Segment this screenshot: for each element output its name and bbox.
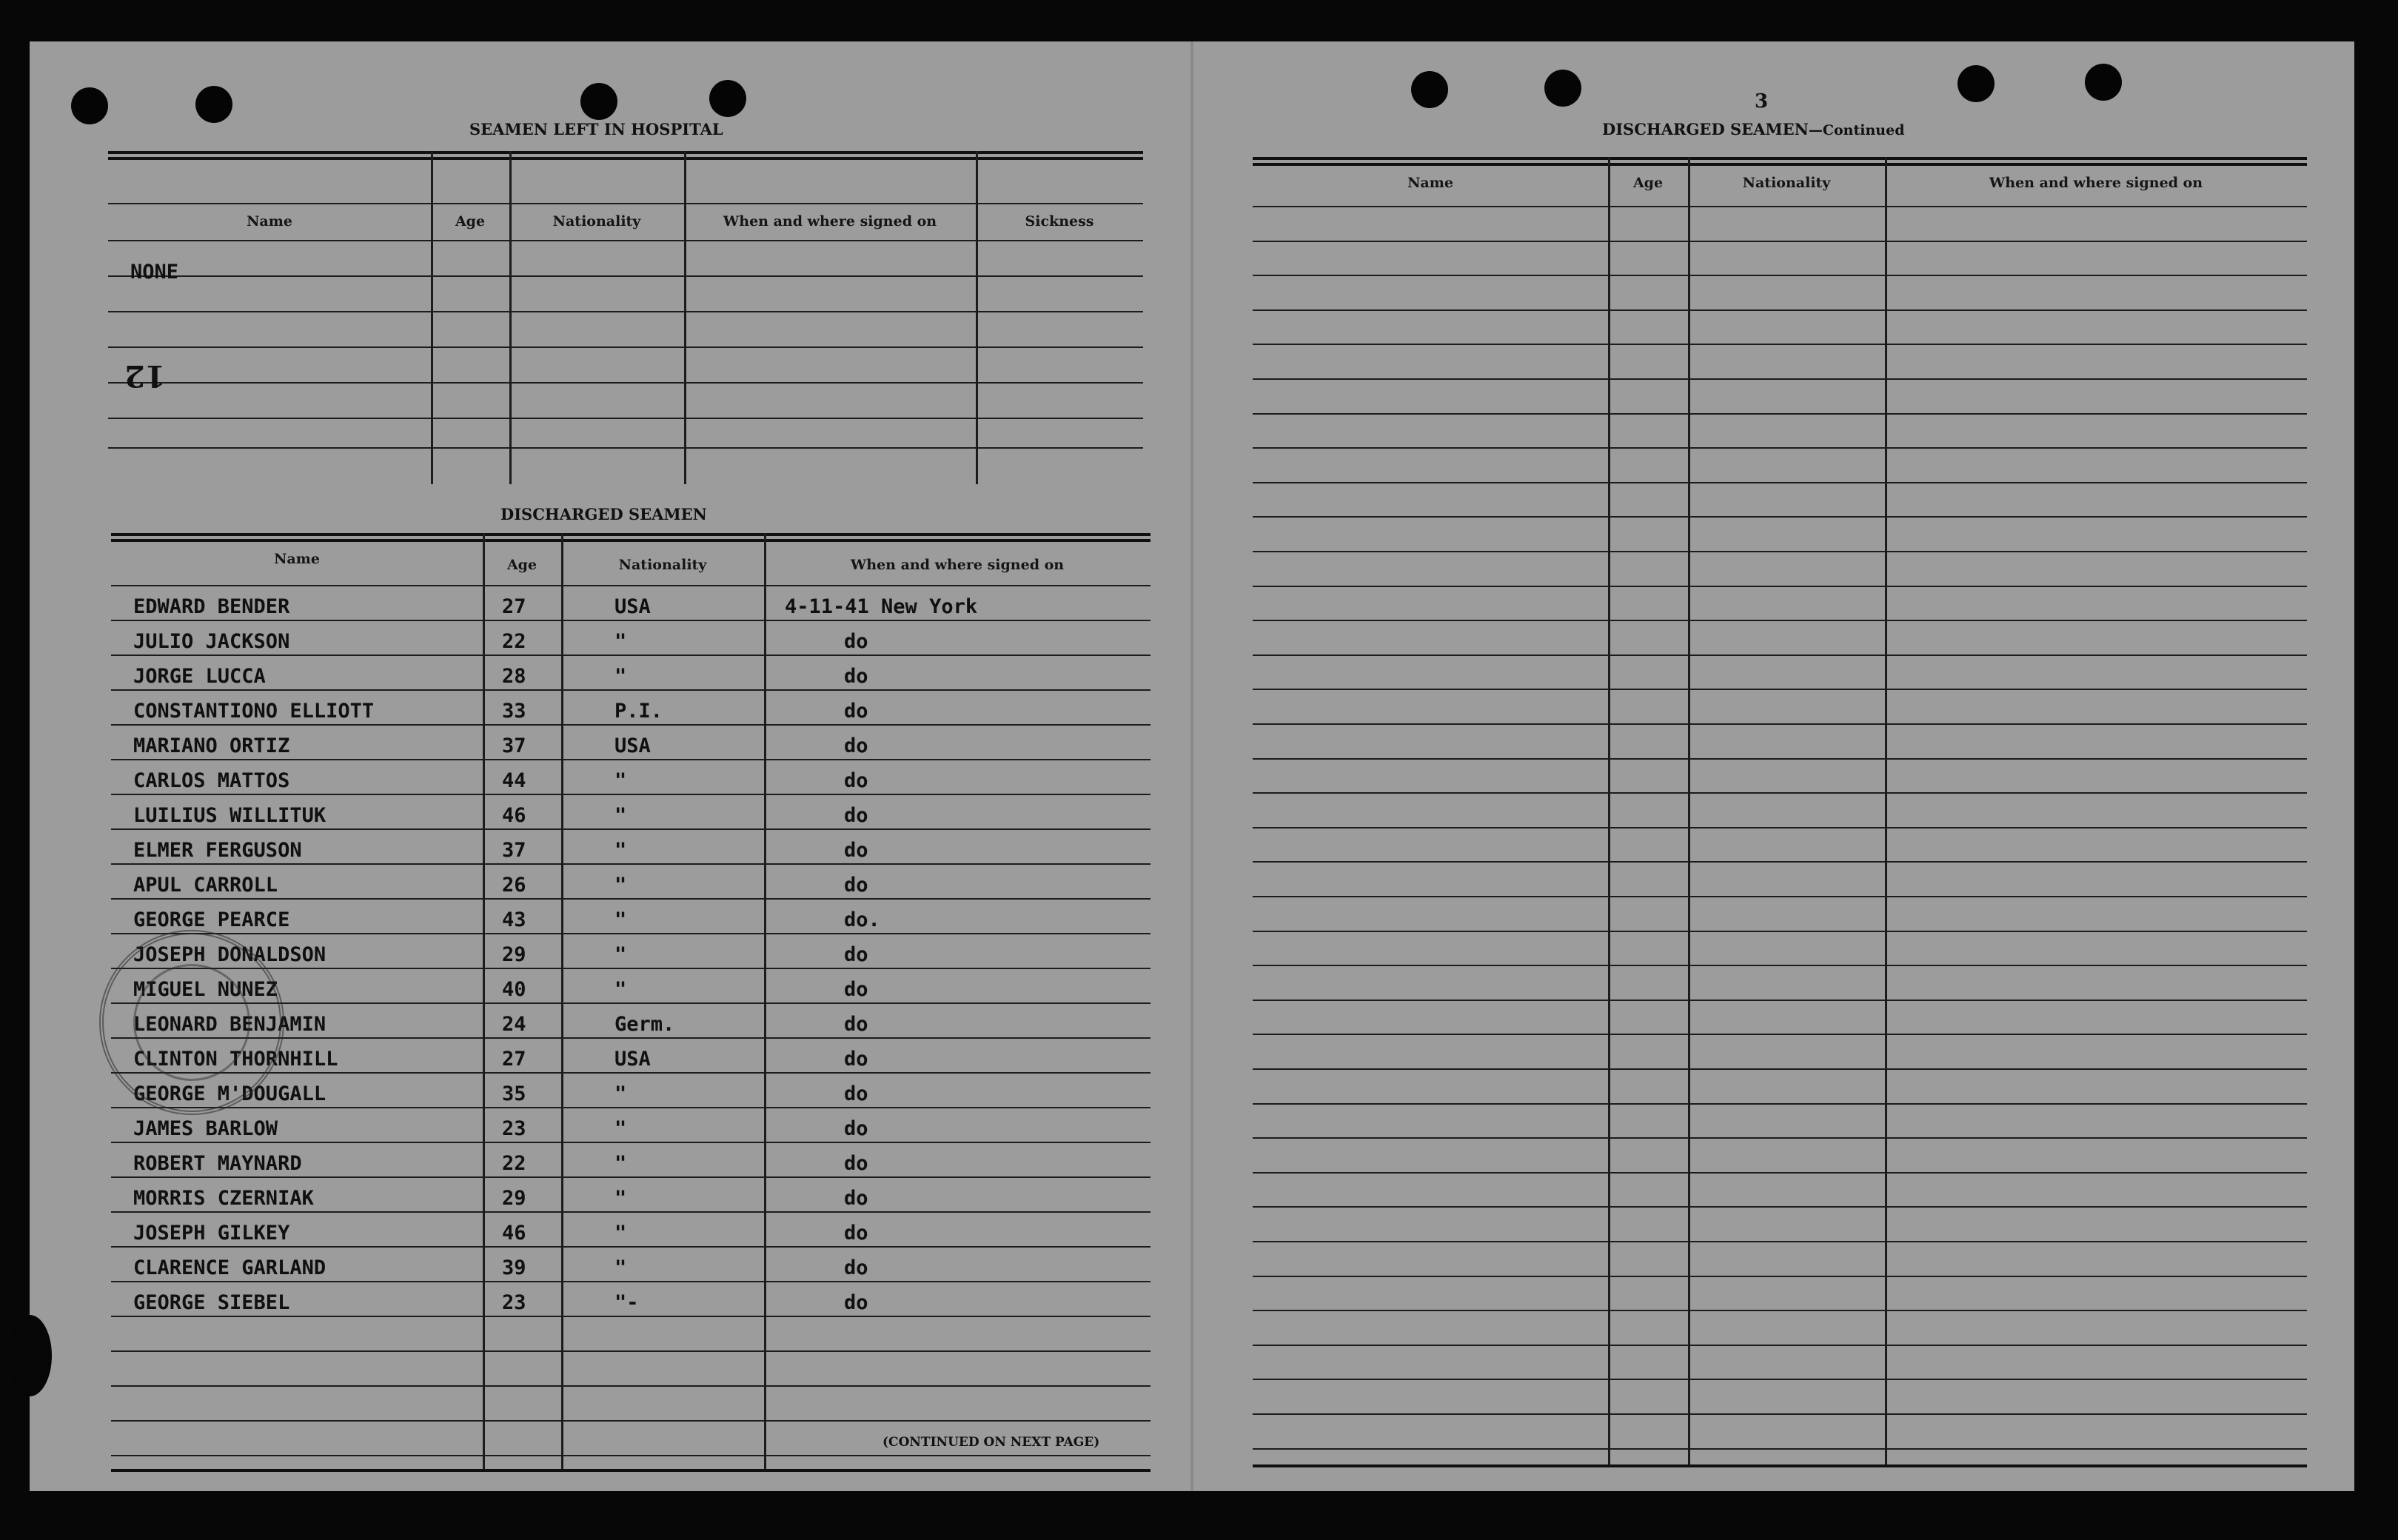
punch-hole [71,87,108,124]
seaman-nationality: " [614,839,627,862]
seaman-name: CONSTANTIONO ELLIOTT [133,700,375,723]
continued-title-suffix: —Continued [1808,122,1905,138]
seaman-age: 22 [502,1152,526,1175]
seaman-signed-on: do [844,630,868,653]
seaman-age: 46 [502,804,526,827]
seaman-age: 44 [502,769,526,792]
seaman-signed-on: do [844,1117,868,1140]
seaman-name: LUILIUS WILLITUK [133,804,326,827]
seaman-signed-on: do [844,1048,868,1071]
hospital-entry: NONE [130,261,179,284]
punch-hole [580,83,617,120]
punch-hole [709,80,746,117]
seaman-age: 27 [502,1048,526,1071]
seaman-nationality: P.I. [614,700,663,723]
seaman-signed-on: do [844,734,868,757]
seaman-age: 37 [502,734,526,757]
seaman-signed-on: do [844,769,868,792]
seaman-signed-on: do. [844,908,880,931]
seaman-nationality: " [614,630,627,653]
seaman-nationality: " [614,1256,627,1279]
seaman-nationality: USA [614,595,651,618]
seaman-name: JULIO JACKSON [133,630,290,653]
punch-hole [195,86,232,123]
seaman-age: 24 [502,1013,526,1036]
seaman-age: 43 [502,908,526,931]
seaman-name: EDWARD BENDER [133,595,290,618]
seaman-nationality: " [614,1222,627,1245]
seaman-name: LEONARD BENJAMIN [133,1013,326,1036]
seaman-name: JOSEPH DONALDSON [133,943,326,966]
seaman-name: MARIANO ORTIZ [133,734,290,757]
col-header-name: Name [1407,175,1453,191]
seaman-age: 35 [502,1082,526,1105]
seaman-nationality: USA [614,734,651,757]
seaman-name: JOSEPH GILKEY [133,1222,290,1245]
seaman-age: 26 [502,874,526,897]
seaman-signed-on: do [844,1152,868,1175]
seaman-nationality: " [614,804,627,827]
seaman-name: JAMES BARLOW [133,1117,278,1140]
seaman-age: 27 [502,595,526,618]
seaman-name: MIGUEL NUNEZ [133,978,278,1001]
col-header-age: Age [506,557,537,573]
col-header-signed-on: When and where signed on [723,213,937,230]
seaman-signed-on: do [844,874,868,897]
seaman-age: 22 [502,630,526,653]
seaman-signed-on: do [844,1082,868,1105]
col-header-nationality: Nationality [552,213,641,230]
seaman-signed-on: do [844,665,868,688]
seaman-nationality: " [614,943,627,966]
seaman-age: 39 [502,1256,526,1279]
seaman-signed-on: do [844,804,868,827]
punch-hole [1544,70,1581,107]
continued-title-main: DISCHARGED SEAMEN [1602,120,1809,138]
seaman-name: GEORGE M'DOUGALL [133,1082,326,1105]
seaman-name: CARLOS MATTOS [133,769,290,792]
seaman-signed-on: do [844,700,868,723]
seaman-age: 46 [502,1222,526,1245]
seaman-signed-on: do [844,1256,868,1279]
left-page [30,41,1192,1491]
seaman-age: 28 [502,665,526,688]
ledger-sheet [30,41,2354,1491]
discharged-section-title: DISCHARGED SEAMEN [500,505,707,523]
col-header-name: Name [247,213,292,230]
seaman-nationality: " [614,769,627,792]
col-header-nationality: Nationality [618,557,707,573]
col-header-nationality: Nationality [1742,175,1831,191]
col-header-sickness: Sickness [1025,213,1094,230]
col-header-age: Age [455,213,486,230]
right-page [1192,41,2354,1491]
col-header-signed-on: When and where signed on [1989,175,2203,191]
seaman-signed-on: do [844,1222,868,1245]
seaman-nationality: "- [614,1291,639,1314]
punch-hole [2085,64,2122,101]
seaman-age: 37 [502,839,526,862]
seaman-nationality: " [614,978,627,1001]
seaman-name: ELMER FERGUSON [133,839,302,862]
ink-blot [7,1315,52,1396]
seaman-name: ROBERT MAYNARD [133,1152,302,1175]
seaman-name: GEORGE SIEBEL [133,1291,290,1314]
seaman-age: 29 [502,943,526,966]
discharged-continued-table [1253,157,2307,1467]
seaman-nationality: USA [614,1048,651,1071]
seaman-name: GEORGE PEARCE [133,908,290,931]
seaman-signed-on: do [844,1291,868,1314]
seaman-age: 23 [502,1291,526,1314]
seaman-age: 23 [502,1117,526,1140]
seaman-nationality: " [614,1082,627,1105]
seaman-nationality: " [614,665,627,688]
seaman-nationality: " [614,1152,627,1175]
seaman-age: 40 [502,978,526,1001]
seaman-name: JORGE LUCCA [133,665,266,688]
seaman-signed-on: do [844,839,868,862]
continued-note: (CONTINUED ON NEXT PAGE) [882,1435,1100,1450]
page-number: 3 [1755,90,1769,113]
seaman-name: APUL CARROLL [133,874,278,897]
official-stamp [99,930,284,1115]
seaman-signed-on: do [844,978,868,1001]
seaman-age: 29 [502,1187,526,1210]
seaman-signed-on: do [844,1013,868,1036]
seaman-nationality: " [614,1117,627,1140]
col-header-name: Name [274,551,320,567]
hospital-section-title: SEAMEN LEFT IN HOSPITAL [469,120,723,138]
punch-hole [1411,71,1448,108]
col-header-signed-on: When and where signed on [850,557,1065,573]
seaman-age: 33 [502,700,526,723]
continued-section-title [1602,120,1905,138]
punch-hole [1957,65,1995,102]
seaman-nationality: " [614,1187,627,1210]
col-header-age: Age [1632,175,1664,191]
seaman-nationality: " [614,908,627,931]
seaman-signed-on: do [844,943,868,966]
seaman-name: CLARENCE GARLAND [133,1256,326,1279]
seaman-signed-on: do [844,1187,868,1210]
seaman-signed-on: 4-11-41 New York [785,595,978,618]
seaman-name: MORRIS CZERNIAK [133,1187,314,1210]
seaman-nationality: " [614,874,627,897]
hospital-table [108,151,1143,484]
seaman-nationality: Germ. [614,1013,675,1036]
hand-mark: 12 [124,358,166,393]
seaman-name: CLINTON THORNHILL [133,1048,338,1071]
